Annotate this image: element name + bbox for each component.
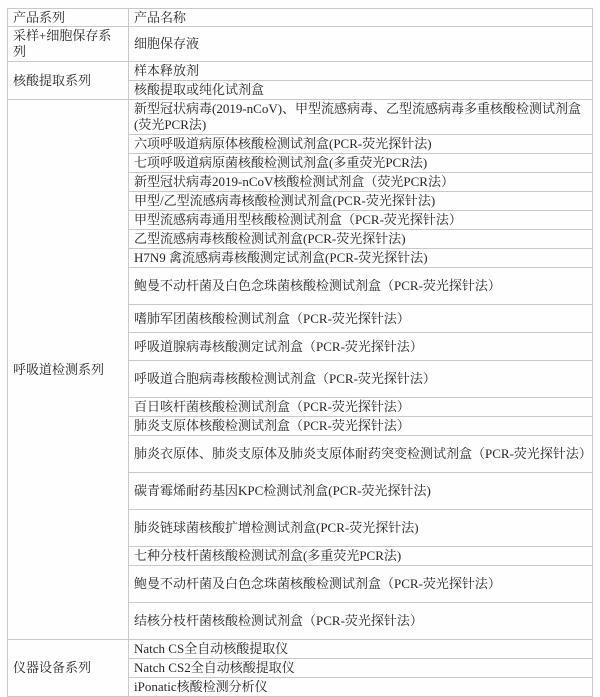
- product-cell: iPonatic核酸检测分析仪: [129, 678, 593, 697]
- product-cell: 呼吸道腺病毒核酸测定试剂盒（PCR-荧光探针法）: [129, 333, 593, 361]
- product-cell: Natch CS全自动核酸提取仪: [129, 640, 593, 659]
- product-cell: 碳青霉烯耐药基因KPC检测试剂盒(PCR-荧光探针法): [129, 473, 593, 510]
- product-table: [7, 8, 593, 697]
- table-header-row: [8, 9, 593, 27]
- product-cell: H7N9 禽流感病毒核酸测定试剂盒(PCR-荧光探针法): [129, 249, 593, 268]
- series-cell: 核酸提取系列: [8, 62, 129, 100]
- product-cell: 嗜肺军团菌核酸检测试剂盒（PCR-荧光探针法）: [129, 305, 593, 333]
- product-cell: 甲型流感病毒通用型核酸检测试剂盒（PCR-荧光探针法）: [129, 211, 593, 230]
- product-cell: 肺炎链球菌核酸扩增检测试剂盒(PCR-荧光探针法): [129, 510, 593, 547]
- table-row: [8, 62, 593, 81]
- column-header-series: 产品系列: [8, 9, 129, 27]
- product-cell: 样本释放剂: [129, 62, 593, 81]
- product-cell: 细胞保存液: [129, 27, 593, 62]
- series-cell: 仪器设备系列: [8, 640, 129, 697]
- product-cell: 呼吸道合胞病毒核酸检测试剂盒（PCR-荧光探针法）: [129, 361, 593, 398]
- table-row: [8, 640, 593, 659]
- product-cell: 肺炎衣原体、肺炎支原体及肺炎支原体耐药突变检测试剂盒（PCR-荧光探针法）: [129, 436, 593, 473]
- product-cell: 鲍曼不动杆菌及白色念珠菌核酸检测试剂盒（PCR-荧光探针法）: [129, 566, 593, 603]
- product-cell: 肺炎支原体核酸检测试剂盒（PCR-荧光探针法）: [129, 417, 593, 436]
- product-cell: 六项呼吸道病原体核酸检测试剂盒(PCR-荧光探针法): [129, 135, 593, 154]
- product-cell: 新型冠状病毒2019-nCoV核酸检测试剂盒（荧光PCR法）: [129, 173, 593, 192]
- series-cell: 呼吸道检测系列: [8, 100, 129, 640]
- product-cell: 甲型/乙型流感病毒核酸检测试剂盒(PCR-荧光探针法): [129, 192, 593, 211]
- product-cell: 鲍曼不动杆菌及白色念珠菌核酸检测试剂盒（PCR-荧光探针法）: [129, 268, 593, 305]
- product-cell: Natch CS2全自动核酸提取仪: [129, 659, 593, 678]
- product-cell: 核酸提取或纯化试剂盒: [129, 81, 593, 100]
- column-header-product: 产品名称: [129, 9, 593, 27]
- product-cell: 百日咳杆菌核酸检测试剂盒（PCR-荧光探针法）: [129, 398, 593, 417]
- series-cell: 采样+细胞保存系列: [8, 27, 129, 62]
- table-row: [8, 27, 593, 62]
- table-body: [8, 27, 593, 697]
- product-cell: 结核分枝杆菌核酸检测试剂盒（PCR-荧光探针法）: [129, 603, 593, 640]
- product-cell: 七种分枝杆菌核酸检测试剂盒(多重荧光PCR法): [129, 547, 593, 566]
- product-cell: 新型冠状病毒(2019-nCoV)、甲型流感病毒、乙型流感病毒多重核酸检测试剂盒(荧光PCR法): [129, 100, 593, 135]
- product-cell: 七项呼吸道病原菌核酸检测试剂盒(多重荧光PCR法): [129, 154, 593, 173]
- table-row: [8, 100, 593, 135]
- product-cell: 乙型流感病毒核酸检测试剂盒(PCR-荧光探针法): [129, 230, 593, 249]
